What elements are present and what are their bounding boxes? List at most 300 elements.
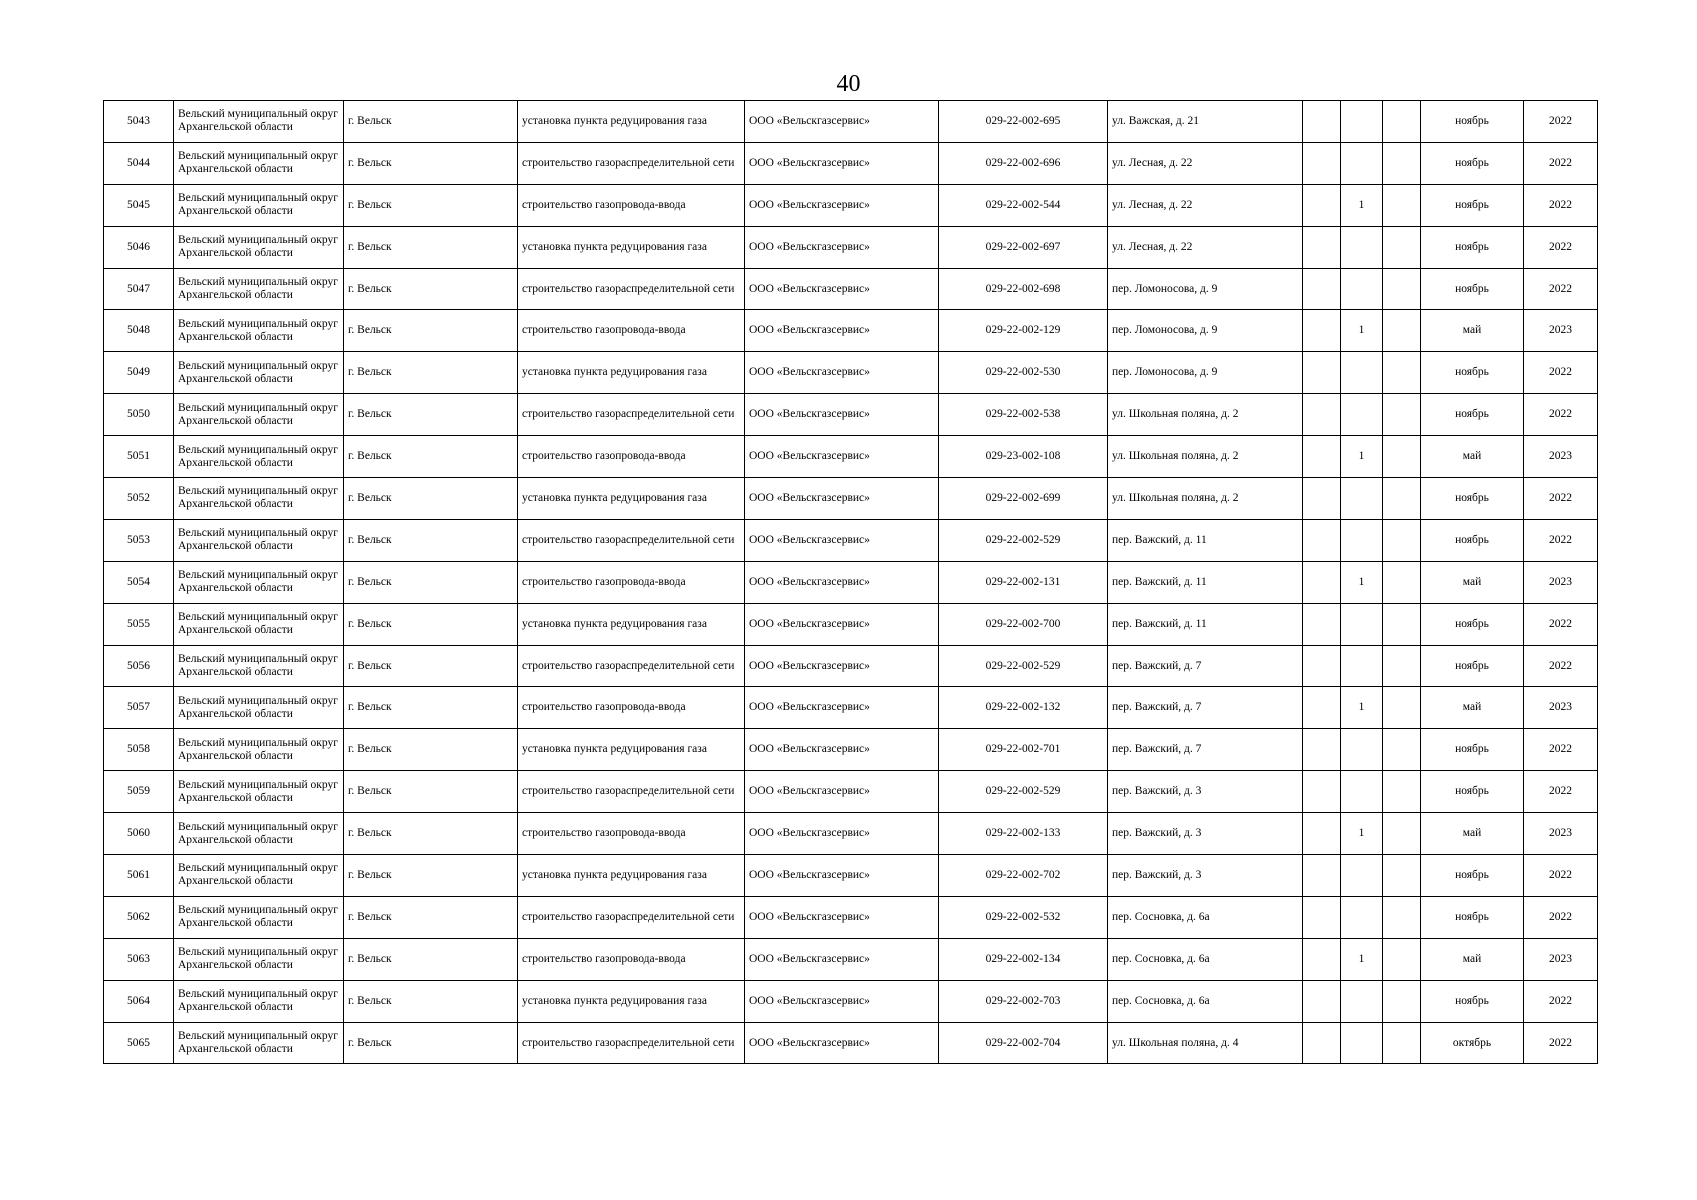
organization-cell: ООО «Вельскгазсервис»	[745, 729, 939, 771]
extra-cell-1	[1303, 980, 1341, 1022]
month-cell: ноябрь	[1421, 980, 1524, 1022]
year-cell: 2022	[1524, 896, 1598, 938]
year-cell: 2022	[1524, 184, 1598, 226]
organization-cell: ООО «Вельскгазсервис»	[745, 226, 939, 268]
address-cell: пер. Важский, д. 11	[1108, 561, 1303, 603]
address-cell: пер. Важский, д. 7	[1108, 729, 1303, 771]
year-cell: 2023	[1524, 687, 1598, 729]
month-cell: май	[1421, 436, 1524, 478]
town-cell: г. Вельск	[344, 771, 518, 813]
year-cell: 2022	[1524, 101, 1598, 143]
table-row	[104, 603, 1598, 645]
register-table	[103, 100, 1598, 1064]
table-row	[104, 519, 1598, 561]
quantity-cell: 1	[1341, 813, 1383, 855]
municipality-cell: Вельский муниципальный округ Архангельской области	[174, 101, 344, 143]
extra-cell-1	[1303, 478, 1341, 520]
municipality-cell: Вельский муниципальный округ Архангельской области	[174, 184, 344, 226]
object-code-cell: 029-22-002-700	[939, 603, 1108, 645]
town-cell: г. Вельск	[344, 352, 518, 394]
town-cell: г. Вельск	[344, 729, 518, 771]
year-cell: 2023	[1524, 561, 1598, 603]
organization-cell: ООО «Вельскгазсервис»	[745, 268, 939, 310]
month-cell: май	[1421, 938, 1524, 980]
work-type-cell: строительство газопровода-ввода	[518, 436, 745, 478]
object-code-cell: 029-22-002-702	[939, 855, 1108, 897]
month-cell: ноябрь	[1421, 645, 1524, 687]
address-cell: ул. Лесная, д. 22	[1108, 142, 1303, 184]
year-cell: 2022	[1524, 478, 1598, 520]
table-row	[104, 310, 1598, 352]
address-cell: ул. Школьная поляна, д. 2	[1108, 478, 1303, 520]
organization-cell: ООО «Вельскгазсервис»	[745, 603, 939, 645]
object-code-cell: 029-22-002-544	[939, 184, 1108, 226]
year-cell: 2023	[1524, 310, 1598, 352]
table-row	[104, 813, 1598, 855]
extra-cell-3	[1383, 980, 1421, 1022]
table-row	[104, 226, 1598, 268]
town-cell: г. Вельск	[344, 980, 518, 1022]
extra-cell-1	[1303, 142, 1341, 184]
extra-cell-1	[1303, 645, 1341, 687]
work-type-cell: установка пункта редуцирования газа	[518, 101, 745, 143]
town-cell: г. Вельск	[344, 687, 518, 729]
work-type-cell: строительство газораспределительной сети	[518, 645, 745, 687]
organization-cell: ООО «Вельскгазсервис»	[745, 813, 939, 855]
extra-cell-3	[1383, 603, 1421, 645]
month-cell: ноябрь	[1421, 268, 1524, 310]
town-cell: г. Вельск	[344, 938, 518, 980]
address-cell: пер. Важский, д. 11	[1108, 519, 1303, 561]
row-number: 5053	[104, 519, 174, 561]
row-number: 5055	[104, 603, 174, 645]
extra-cell-1	[1303, 855, 1341, 897]
row-number: 5056	[104, 645, 174, 687]
extra-cell-3	[1383, 310, 1421, 352]
extra-cell-1	[1303, 394, 1341, 436]
extra-cell-1	[1303, 938, 1341, 980]
object-code-cell: 029-22-002-704	[939, 1022, 1108, 1064]
extra-cell-1	[1303, 226, 1341, 268]
address-cell: ул. Школьная поляна, д. 2	[1108, 436, 1303, 478]
year-cell: 2022	[1524, 603, 1598, 645]
work-type-cell: установка пункта редуцирования газа	[518, 478, 745, 520]
quantity-cell: 1	[1341, 687, 1383, 729]
month-cell: ноябрь	[1421, 352, 1524, 394]
municipality-cell: Вельский муниципальный округ Архангельской области	[174, 855, 344, 897]
extra-cell-1	[1303, 352, 1341, 394]
municipality-cell: Вельский муниципальный округ Архангельской области	[174, 729, 344, 771]
address-cell: пер. Важский, д. 3	[1108, 813, 1303, 855]
year-cell: 2022	[1524, 729, 1598, 771]
year-cell: 2022	[1524, 519, 1598, 561]
object-code-cell: 029-22-002-132	[939, 687, 1108, 729]
row-number: 5043	[104, 101, 174, 143]
municipality-cell: Вельский муниципальный округ Архангельской области	[174, 645, 344, 687]
extra-cell-1	[1303, 813, 1341, 855]
address-cell: пер. Сосновка, д. 6а	[1108, 896, 1303, 938]
municipality-cell: Вельский муниципальный округ Архангельской области	[174, 896, 344, 938]
work-type-cell: строительство газопровода-ввода	[518, 184, 745, 226]
year-cell: 2023	[1524, 813, 1598, 855]
address-cell: пер. Важский, д. 7	[1108, 687, 1303, 729]
municipality-cell: Вельский муниципальный округ Архангельской области	[174, 310, 344, 352]
month-cell: ноябрь	[1421, 478, 1524, 520]
extra-cell-3	[1383, 645, 1421, 687]
address-cell: ул. Школьная поляна, д. 4	[1108, 1022, 1303, 1064]
quantity-cell	[1341, 1022, 1383, 1064]
row-number: 5052	[104, 478, 174, 520]
work-type-cell: строительство газопровода-ввода	[518, 310, 745, 352]
year-cell: 2022	[1524, 771, 1598, 813]
town-cell: г. Вельск	[344, 142, 518, 184]
town-cell: г. Вельск	[344, 519, 518, 561]
table-row	[104, 645, 1598, 687]
organization-cell: ООО «Вельскгазсервис»	[745, 938, 939, 980]
municipality-cell: Вельский муниципальный округ Архангельской области	[174, 394, 344, 436]
town-cell: г. Вельск	[344, 310, 518, 352]
organization-cell: ООО «Вельскгазсервис»	[745, 561, 939, 603]
row-number: 5051	[104, 436, 174, 478]
work-type-cell: установка пункта редуцирования газа	[518, 855, 745, 897]
extra-cell-1	[1303, 687, 1341, 729]
organization-cell: ООО «Вельскгазсервис»	[745, 645, 939, 687]
row-number: 5063	[104, 938, 174, 980]
year-cell: 2022	[1524, 268, 1598, 310]
town-cell: г. Вельск	[344, 226, 518, 268]
address-cell: пер. Важский, д. 7	[1108, 645, 1303, 687]
quantity-cell: 1	[1341, 561, 1383, 603]
quantity-cell: 1	[1341, 310, 1383, 352]
town-cell: г. Вельск	[344, 813, 518, 855]
table-row	[104, 184, 1598, 226]
quantity-cell	[1341, 645, 1383, 687]
month-cell: ноябрь	[1421, 603, 1524, 645]
town-cell: г. Вельск	[344, 436, 518, 478]
object-code-cell: 029-22-002-529	[939, 771, 1108, 813]
work-type-cell: строительство газораспределительной сети	[518, 394, 745, 436]
extra-cell-1	[1303, 436, 1341, 478]
quantity-cell	[1341, 729, 1383, 771]
year-cell: 2023	[1524, 938, 1598, 980]
work-type-cell: строительство газопровода-ввода	[518, 938, 745, 980]
row-number: 5065	[104, 1022, 174, 1064]
address-cell: пер. Важский, д. 3	[1108, 855, 1303, 897]
month-cell: ноябрь	[1421, 729, 1524, 771]
municipality-cell: Вельский муниципальный округ Архангельской области	[174, 561, 344, 603]
town-cell: г. Вельск	[344, 855, 518, 897]
month-cell: май	[1421, 687, 1524, 729]
extra-cell-1	[1303, 519, 1341, 561]
object-code-cell: 029-22-002-698	[939, 268, 1108, 310]
extra-cell-3	[1383, 226, 1421, 268]
row-number: 5060	[104, 813, 174, 855]
row-number: 5064	[104, 980, 174, 1022]
quantity-cell	[1341, 855, 1383, 897]
quantity-cell: 1	[1341, 184, 1383, 226]
work-type-cell: установка пункта редуцирования газа	[518, 729, 745, 771]
municipality-cell: Вельский муниципальный округ Архангельской области	[174, 1022, 344, 1064]
object-code-cell: 029-22-002-529	[939, 645, 1108, 687]
register-body	[104, 101, 1598, 1064]
month-cell: ноябрь	[1421, 771, 1524, 813]
work-type-cell: строительство газопровода-ввода	[518, 687, 745, 729]
object-code-cell: 029-22-002-703	[939, 980, 1108, 1022]
row-number: 5059	[104, 771, 174, 813]
table-row	[104, 436, 1598, 478]
month-cell: ноябрь	[1421, 394, 1524, 436]
extra-cell-3	[1383, 184, 1421, 226]
row-number: 5046	[104, 226, 174, 268]
object-code-cell: 029-22-002-538	[939, 394, 1108, 436]
extra-cell-1	[1303, 184, 1341, 226]
extra-cell-3	[1383, 478, 1421, 520]
year-cell: 2022	[1524, 980, 1598, 1022]
extra-cell-3	[1383, 855, 1421, 897]
extra-cell-3	[1383, 687, 1421, 729]
object-code-cell: 029-23-002-108	[939, 436, 1108, 478]
year-cell: 2022	[1524, 352, 1598, 394]
town-cell: г. Вельск	[344, 1022, 518, 1064]
row-number: 5047	[104, 268, 174, 310]
work-type-cell: установка пункта редуцирования газа	[518, 226, 745, 268]
month-cell: ноябрь	[1421, 855, 1524, 897]
town-cell: г. Вельск	[344, 645, 518, 687]
address-cell: пер. Важский, д. 3	[1108, 771, 1303, 813]
address-cell: ул. Школьная поляна, д. 2	[1108, 394, 1303, 436]
municipality-cell: Вельский муниципальный округ Архангельской области	[174, 813, 344, 855]
town-cell: г. Вельск	[344, 394, 518, 436]
extra-cell-3	[1383, 394, 1421, 436]
address-cell: пер. Ломоносова, д. 9	[1108, 352, 1303, 394]
extra-cell-3	[1383, 896, 1421, 938]
year-cell: 2022	[1524, 645, 1598, 687]
month-cell: ноябрь	[1421, 184, 1524, 226]
table-row	[104, 352, 1598, 394]
table-row	[104, 478, 1598, 520]
month-cell: ноябрь	[1421, 142, 1524, 184]
table-row	[104, 1022, 1598, 1064]
object-code-cell: 029-22-002-701	[939, 729, 1108, 771]
organization-cell: ООО «Вельскгазсервис»	[745, 478, 939, 520]
town-cell: г. Вельск	[344, 561, 518, 603]
row-number: 5048	[104, 310, 174, 352]
table-row	[104, 938, 1598, 980]
object-code-cell: 029-22-002-530	[939, 352, 1108, 394]
row-number: 5054	[104, 561, 174, 603]
extra-cell-3	[1383, 813, 1421, 855]
month-cell: ноябрь	[1421, 896, 1524, 938]
organization-cell: ООО «Вельскгазсервис»	[745, 771, 939, 813]
extra-cell-3	[1383, 771, 1421, 813]
work-type-cell: установка пункта редуцирования газа	[518, 980, 745, 1022]
work-type-cell: установка пункта редуцирования газа	[518, 603, 745, 645]
address-cell: пер. Сосновка, д. 6а	[1108, 938, 1303, 980]
municipality-cell: Вельский муниципальный округ Архангельской области	[174, 519, 344, 561]
organization-cell: ООО «Вельскгазсервис»	[745, 184, 939, 226]
work-type-cell: строительство газораспределительной сети	[518, 896, 745, 938]
organization-cell: ООО «Вельскгазсервис»	[745, 352, 939, 394]
table-row	[104, 729, 1598, 771]
year-cell: 2023	[1524, 436, 1598, 478]
work-type-cell: строительство газопровода-ввода	[518, 813, 745, 855]
work-type-cell: строительство газораспределительной сети	[518, 142, 745, 184]
row-number: 5050	[104, 394, 174, 436]
object-code-cell: 029-22-002-133	[939, 813, 1108, 855]
work-type-cell: строительство газораспределительной сети	[518, 1022, 745, 1064]
object-code-cell: 029-22-002-532	[939, 896, 1108, 938]
table-row	[104, 855, 1598, 897]
row-number: 5058	[104, 729, 174, 771]
extra-cell-3	[1383, 1022, 1421, 1064]
municipality-cell: Вельский муниципальный округ Архангельской области	[174, 436, 344, 478]
month-cell: май	[1421, 310, 1524, 352]
municipality-cell: Вельский муниципальный округ Архангельской области	[174, 687, 344, 729]
object-code-cell: 029-22-002-131	[939, 561, 1108, 603]
object-code-cell: 029-22-002-696	[939, 142, 1108, 184]
work-type-cell: установка пункта редуцирования газа	[518, 352, 745, 394]
town-cell: г. Вельск	[344, 896, 518, 938]
extra-cell-1	[1303, 310, 1341, 352]
work-type-cell: строительство газораспределительной сети	[518, 519, 745, 561]
object-code-cell: 029-22-002-697	[939, 226, 1108, 268]
quantity-cell	[1341, 896, 1383, 938]
table-row	[104, 561, 1598, 603]
table-row	[104, 896, 1598, 938]
organization-cell: ООО «Вельскгазсервис»	[745, 436, 939, 478]
month-cell: ноябрь	[1421, 519, 1524, 561]
quantity-cell	[1341, 142, 1383, 184]
address-cell: пер. Важский, д. 11	[1108, 603, 1303, 645]
object-code-cell: 029-22-002-699	[939, 478, 1108, 520]
extra-cell-1	[1303, 896, 1341, 938]
municipality-cell: Вельский муниципальный округ Архангельской области	[174, 980, 344, 1022]
address-cell: пер. Ломоносова, д. 9	[1108, 310, 1303, 352]
organization-cell: ООО «Вельскгазсервис»	[745, 310, 939, 352]
municipality-cell: Вельский муниципальный округ Архангельской области	[174, 478, 344, 520]
row-number: 5057	[104, 687, 174, 729]
month-cell: октябрь	[1421, 1022, 1524, 1064]
quantity-cell: 1	[1341, 938, 1383, 980]
quantity-cell	[1341, 394, 1383, 436]
month-cell: май	[1421, 561, 1524, 603]
month-cell: ноябрь	[1421, 101, 1524, 143]
work-type-cell: строительство газораспределительной сети	[518, 268, 745, 310]
municipality-cell: Вельский муниципальный округ Архангельской области	[174, 771, 344, 813]
table-row	[104, 142, 1598, 184]
extra-cell-3	[1383, 561, 1421, 603]
organization-cell: ООО «Вельскгазсервис»	[745, 101, 939, 143]
page-number: 40	[836, 71, 861, 97]
row-number: 5062	[104, 896, 174, 938]
organization-cell: ООО «Вельскгазсервис»	[745, 394, 939, 436]
town-cell: г. Вельск	[344, 478, 518, 520]
object-code-cell: 029-22-002-695	[939, 101, 1108, 143]
address-cell: пер. Ломоносова, д. 9	[1108, 268, 1303, 310]
address-cell: пер. Сосновка, д. 6а	[1108, 980, 1303, 1022]
organization-cell: ООО «Вельскгазсервис»	[745, 855, 939, 897]
quantity-cell	[1341, 478, 1383, 520]
extra-cell-1	[1303, 561, 1341, 603]
table-row	[104, 980, 1598, 1022]
municipality-cell: Вельский муниципальный округ Архангельской области	[174, 938, 344, 980]
object-code-cell: 029-22-002-129	[939, 310, 1108, 352]
quantity-cell	[1341, 226, 1383, 268]
year-cell: 2022	[1524, 226, 1598, 268]
extra-cell-3	[1383, 938, 1421, 980]
organization-cell: ООО «Вельскгазсервис»	[745, 1022, 939, 1064]
year-cell: 2022	[1524, 142, 1598, 184]
extra-cell-3	[1383, 436, 1421, 478]
row-number: 5061	[104, 855, 174, 897]
table-row	[104, 771, 1598, 813]
year-cell: 2022	[1524, 855, 1598, 897]
object-code-cell: 029-22-002-529	[939, 519, 1108, 561]
month-cell: ноябрь	[1421, 226, 1524, 268]
municipality-cell: Вельский муниципальный округ Архангельской области	[174, 268, 344, 310]
address-cell: ул. Важская, д. 21	[1108, 101, 1303, 143]
quantity-cell: 1	[1341, 436, 1383, 478]
extra-cell-1	[1303, 101, 1341, 143]
town-cell: г. Вельск	[344, 268, 518, 310]
year-cell: 2022	[1524, 1022, 1598, 1064]
row-number: 5044	[104, 142, 174, 184]
town-cell: г. Вельск	[344, 101, 518, 143]
row-number: 5049	[104, 352, 174, 394]
extra-cell-3	[1383, 268, 1421, 310]
extra-cell-1	[1303, 603, 1341, 645]
quantity-cell	[1341, 101, 1383, 143]
object-code-cell: 029-22-002-134	[939, 938, 1108, 980]
extra-cell-1	[1303, 268, 1341, 310]
municipality-cell: Вельский муниципальный округ Архангельской области	[174, 352, 344, 394]
table-row	[104, 687, 1598, 729]
work-type-cell: строительство газопровода-ввода	[518, 561, 745, 603]
organization-cell: ООО «Вельскгазсервис»	[745, 519, 939, 561]
extra-cell-3	[1383, 729, 1421, 771]
quantity-cell	[1341, 771, 1383, 813]
organization-cell: ООО «Вельскгазсервис»	[745, 980, 939, 1022]
table-row	[104, 101, 1598, 143]
town-cell: г. Вельск	[344, 603, 518, 645]
address-cell: ул. Лесная, д. 22	[1108, 184, 1303, 226]
municipality-cell: Вельский муниципальный округ Архангельской области	[174, 603, 344, 645]
quantity-cell	[1341, 980, 1383, 1022]
extra-cell-3	[1383, 352, 1421, 394]
organization-cell: ООО «Вельскгазсервис»	[745, 142, 939, 184]
extra-cell-3	[1383, 142, 1421, 184]
table-row	[104, 268, 1598, 310]
row-number: 5045	[104, 184, 174, 226]
quantity-cell	[1341, 268, 1383, 310]
extra-cell-1	[1303, 1022, 1341, 1064]
municipality-cell: Вельский муниципальный округ Архангельской области	[174, 226, 344, 268]
organization-cell: ООО «Вельскгазсервис»	[745, 896, 939, 938]
table-row	[104, 394, 1598, 436]
extra-cell-1	[1303, 729, 1341, 771]
work-type-cell: строительство газораспределительной сети	[518, 771, 745, 813]
organization-cell: ООО «Вельскгазсервис»	[745, 687, 939, 729]
address-cell: ул. Лесная, д. 22	[1108, 226, 1303, 268]
extra-cell-3	[1383, 101, 1421, 143]
quantity-cell	[1341, 519, 1383, 561]
quantity-cell	[1341, 352, 1383, 394]
quantity-cell	[1341, 603, 1383, 645]
extra-cell-3	[1383, 519, 1421, 561]
town-cell: г. Вельск	[344, 184, 518, 226]
extra-cell-1	[1303, 771, 1341, 813]
month-cell: май	[1421, 813, 1524, 855]
